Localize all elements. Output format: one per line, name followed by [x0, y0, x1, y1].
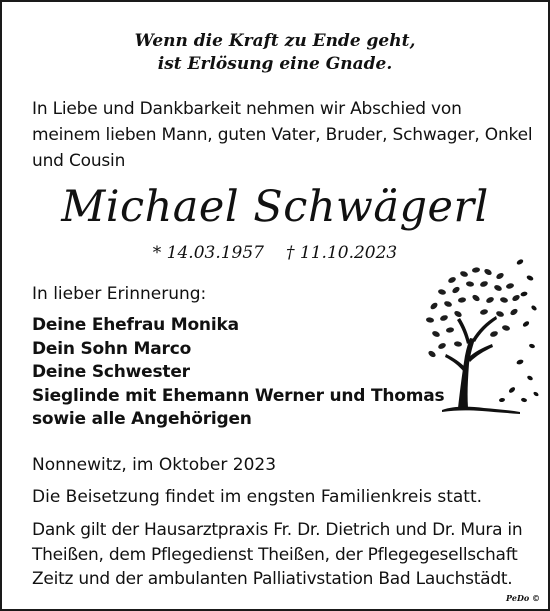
- intro-line-1: In Liebe und Dankbarkeit nehmen wir Abschied von: [32, 99, 462, 119]
- family-member: sowie alle Angehörigen: [32, 409, 252, 429]
- family-member: Dein Sohn Marco: [32, 338, 192, 359]
- death-date: † 11.10.2023: [286, 243, 398, 263]
- memory-heading: In lieber Erinnerung:: [32, 284, 207, 304]
- windblown-tree-icon: [412, 250, 540, 418]
- deceased-name: Michael Schwägerl: [61, 182, 489, 232]
- birth-date: * 14.03.1957: [152, 243, 264, 263]
- funeral-note: Die Beisetzung findet im engsten Familienkreis statt.: [32, 487, 483, 507]
- family-list: [32, 314, 444, 432]
- thanks-text: [32, 518, 532, 592]
- intro-line-3: und Cousin: [32, 151, 126, 171]
- place-and-date: Nonnewitz, im Oktober 2023: [32, 455, 277, 475]
- designer-credit: PeDo ©: [506, 593, 540, 603]
- thanks-line-2: Theißen, dem Pflegedienst Theißen, der Pflegegesellschaft: [32, 544, 518, 565]
- family-member: Sieglinde mit Ehemann Werner und Thomas: [32, 385, 445, 406]
- intro-line-2: meinem lieben Mann, guten Vater, Bruder, Schwager, Onkel: [32, 125, 533, 145]
- family-member: Deine Ehefrau Monika: [32, 315, 239, 335]
- motto-line-2: ist Erlösung eine Gnade.: [157, 54, 393, 74]
- thanks-line-1: Dank gilt der Hausarztpraxis Fr. Dr. Dietrich und Dr. Mura in: [32, 520, 523, 540]
- thanks-line-3: Zeitz und der ambulanten Palliativstation Bad Lauchstädt.: [32, 569, 513, 589]
- family-member: Deine Schwester: [32, 362, 190, 382]
- intro-text: [32, 96, 533, 174]
- motto-line-1: Wenn die Kraft zu Ende geht,: [134, 31, 416, 51]
